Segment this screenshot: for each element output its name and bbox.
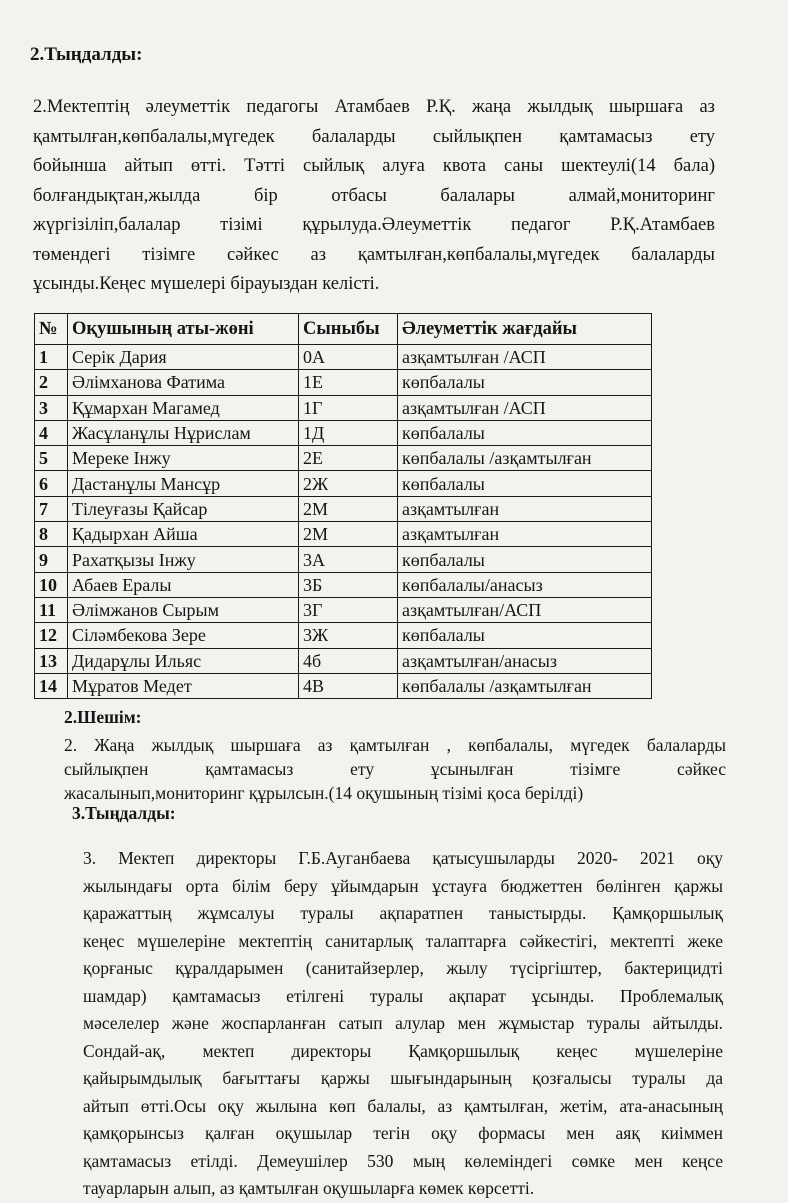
- student-name-cell: Дастанұлы Мансұр: [68, 471, 299, 496]
- paragraph-line: тауарларын алып, аз қамтылған оқушыларға көмек көрсетті.: [83, 1178, 535, 1198]
- table-row: [35, 522, 652, 547]
- table-row: [35, 648, 652, 673]
- table-row: [35, 446, 652, 471]
- social-status-cell: азқамтылған/анасыз: [398, 648, 652, 673]
- table-row: [35, 420, 652, 445]
- row-number-cell: 6: [35, 471, 68, 496]
- student-name-cell: Рахатқызы Інжу: [68, 547, 299, 572]
- table-row: [35, 345, 652, 370]
- social-status-cell: көпбалалы/анасыз: [398, 572, 652, 597]
- paragraph-line: қаражаттың жұмсалуы туралы ақпаратпен таныстырды. Қамқоршылық: [83, 903, 723, 923]
- student-name-cell: Мұратов Медет: [68, 673, 299, 698]
- paragraph-line: кеңес мүшелеріне мектептің санитарлық талаптарға сәйкестігі, мектепті жеке: [83, 930, 723, 951]
- table-body: [35, 345, 652, 699]
- class-name-cell: 0А: [299, 345, 398, 370]
- social-status-cell: көпбалалы: [398, 471, 652, 496]
- section-3-paragraph: [83, 845, 723, 1203]
- paragraph-line: төмендегі тізімге сәйкес аз қамтылған,көпбалалы,мүгедек балаларды: [33, 244, 715, 265]
- column-header-class: Сыныбы: [299, 314, 398, 345]
- student-name-cell: Мереке Інжу: [68, 446, 299, 471]
- class-name-cell: 3Ж: [299, 623, 398, 648]
- student-name-cell: Қадырхан Айша: [68, 522, 299, 547]
- row-number-cell: 7: [35, 496, 68, 521]
- student-name-cell: Тілеуғазы Қайсар: [68, 496, 299, 521]
- row-number-cell: 13: [35, 648, 68, 673]
- paragraph-line: қамқорынсыз қалған оқушылар тегін оқу формасы мен аяқ киіммен: [83, 1123, 723, 1143]
- row-number-cell: 8: [35, 522, 68, 547]
- table-row: [35, 395, 652, 420]
- paragraph-line: қамтамасыз етілді. Демеушілер 530 мың көлеміндегі сөмке мен кеңсе: [83, 1150, 723, 1171]
- paragraph-line: жасалынып,мониторинг құрылсын.(14 оқушының тізімі қоса берілді): [64, 783, 584, 803]
- paragraph-line: 2. Жаңа жылдық шыршаға аз қамтылған , көпбалалы, мүгедек балаларды: [64, 735, 726, 755]
- class-name-cell: 4В: [299, 673, 398, 698]
- row-number-cell: 9: [35, 547, 68, 572]
- social-status-cell: азқамтылған /АСП: [398, 345, 652, 370]
- paragraph-line: қайырымдылық бағыттағы қаржы шығындарының қозғалысы туралы да: [83, 1068, 723, 1088]
- social-status-cell: көпбалалы /азқамтылған: [398, 673, 652, 698]
- section-2-paragraph: [33, 93, 715, 300]
- social-status-cell: көпбалалы: [398, 547, 652, 572]
- social-status-cell: көпбалалы /азқамтылған: [398, 446, 652, 471]
- table-header-row: [35, 314, 652, 345]
- table-row: [35, 673, 652, 698]
- social-status-cell: көпбалалы: [398, 420, 652, 445]
- row-number-cell: 14: [35, 673, 68, 698]
- table-row: [35, 496, 652, 521]
- column-header-status: Әлеуметтік жағдайы: [398, 314, 652, 345]
- paragraph-line: жүргізіліп,балалар тізімі құрылуда.Әлеуметтік педагог Р.Қ.Атамбаев: [33, 215, 715, 235]
- class-name-cell: 3Г: [299, 597, 398, 622]
- student-name-cell: Әлімханова Фатима: [68, 370, 299, 395]
- column-header-number: №: [35, 314, 68, 345]
- paragraph-line: ұсынды.Кеңес мүшелері бірауыздан келісті.: [33, 274, 380, 294]
- student-name-cell: Әлімжанов Сырым: [68, 597, 299, 622]
- social-status-cell: көпбалалы: [398, 623, 652, 648]
- student-name-cell: Құмархан Магамед: [68, 395, 299, 420]
- section-3-heading: 3.Тыңдалды:: [72, 803, 176, 823]
- student-name-cell: Абаев Ералы: [68, 572, 299, 597]
- class-name-cell: 2М: [299, 522, 398, 547]
- row-number-cell: 12: [35, 623, 68, 648]
- table-row: [35, 547, 652, 572]
- class-name-cell: 1Е: [299, 370, 398, 395]
- row-number-cell: 10: [35, 572, 68, 597]
- paragraph-line: жылындағы орта білім беру ұйымдарын ұстауға бюджеттен бөлінген қаржы: [83, 875, 723, 896]
- student-name-cell: Жасұланұлы Нұрислам: [68, 420, 299, 445]
- student-name-cell: Сіләмбекова Зере: [68, 623, 299, 648]
- social-status-cell: азқамтылған: [398, 522, 652, 547]
- table-row: [35, 572, 652, 597]
- social-status-cell: азқамтылған /АСП: [398, 395, 652, 420]
- row-number-cell: 5: [35, 446, 68, 471]
- section-2-heading: 2.Тыңдалды:: [30, 44, 143, 65]
- class-name-cell: 2Ж: [299, 471, 398, 496]
- student-name-cell: Дидарұлы Ильяс: [68, 648, 299, 673]
- class-name-cell: 1Г: [299, 395, 398, 420]
- paragraph-line: 3. Мектеп директоры Г.Б.Ауганбаева қатысушыларды 2020- 2021 оқу: [83, 848, 723, 868]
- paragraph-line: мәселелер және жоспарланған сатып алулар мен жұмыстар туралы айтылды.: [83, 1013, 723, 1033]
- row-number-cell: 11: [35, 597, 68, 622]
- table-row: [35, 471, 652, 496]
- table-row: [35, 623, 652, 648]
- class-name-cell: 3А: [299, 547, 398, 572]
- class-name-cell: 4б: [299, 648, 398, 673]
- class-name-cell: 2М: [299, 496, 398, 521]
- row-number-cell: 1: [35, 345, 68, 370]
- student-name-cell: Серік Дария: [68, 345, 299, 370]
- paragraph-line: айтып өтті.Осы оқу жылына көп балалы, аз қамтылған, жетім, ата-анасының: [83, 1095, 723, 1116]
- social-status-cell: азқамтылған/АСП: [398, 597, 652, 622]
- paragraph-line: болғандықтан,жылда бір отбасы балалары алмай,мониторинг: [33, 185, 715, 206]
- table-row: [35, 370, 652, 395]
- paragraph-line: сыйлықпен қамтамасыз ету ұсынылған тізімге сәйкес: [64, 759, 726, 779]
- column-header-name: Оқушының аты-жөні: [68, 314, 299, 345]
- social-status-cell: көпбалалы: [398, 370, 652, 395]
- row-number-cell: 4: [35, 420, 68, 445]
- paragraph-line: 2.Мектептің әлеуметтік педагогы Атамбаев Р.Қ. жаңа жылдық шыршаға аз: [33, 97, 715, 117]
- class-name-cell: 1Д: [299, 420, 398, 445]
- table-row: [35, 597, 652, 622]
- social-status-cell: азқамтылған: [398, 496, 652, 521]
- paragraph-line: Сондай-ақ, мектеп директоры Қамқоршылық кеңес мүшелеріне: [83, 1040, 723, 1061]
- paragraph-line: қамтылған,көпбалалы,мүгедек балаларды сыйлықпен қамтамасыз ету: [33, 126, 715, 147]
- paragraph-line: қорғаныс құралдарымен (санитайзерлер, жылу түсіргіштер, бактерицидті: [83, 958, 723, 978]
- class-name-cell: 3Б: [299, 572, 398, 597]
- students-table: [34, 313, 652, 699]
- paragraph-line: шамдар) қамтамасыз етілгені туралы ақпарат ұсынды. Проблемалық: [83, 985, 723, 1006]
- class-name-cell: 2Е: [299, 446, 398, 471]
- row-number-cell: 2: [35, 370, 68, 395]
- row-number-cell: 3: [35, 395, 68, 420]
- decision-2-heading: 2.Шешім:: [64, 707, 142, 727]
- paragraph-line: бойынша айтып өтті. Тәтті сыйлық алуға квота саны шектеулі(14 бала): [33, 156, 715, 176]
- decision-2-paragraph: [64, 733, 726, 805]
